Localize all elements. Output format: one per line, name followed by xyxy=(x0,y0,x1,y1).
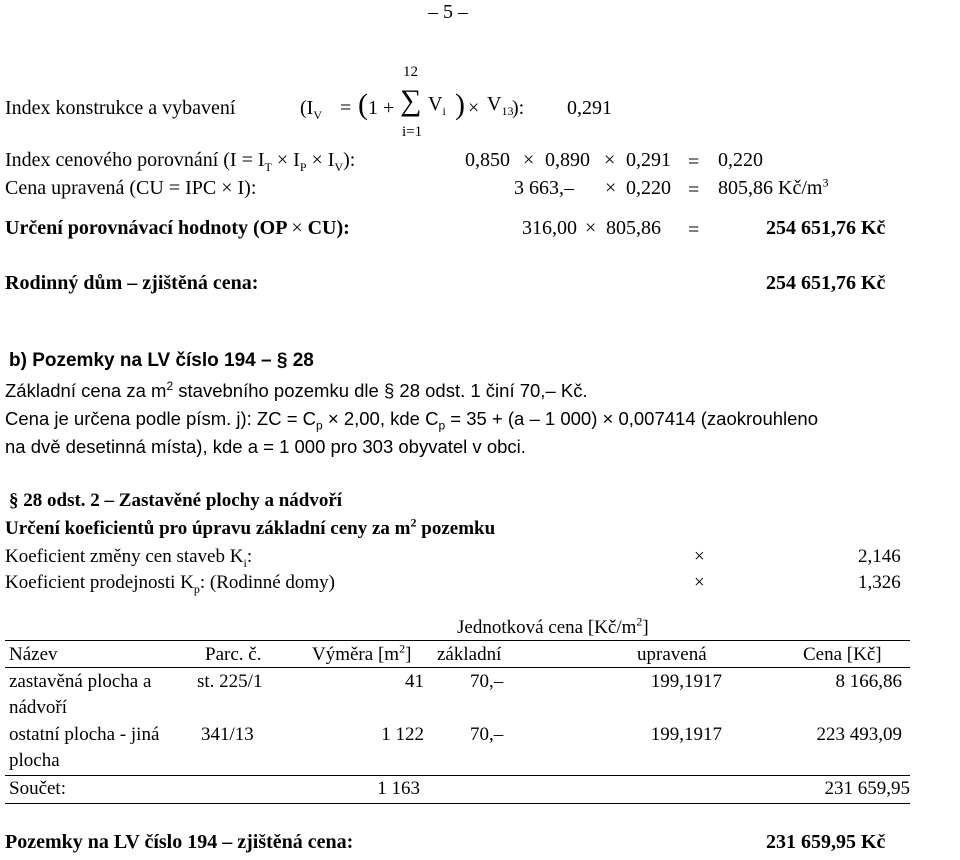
row-base: 70,– xyxy=(470,671,504,692)
times-icon: × xyxy=(694,572,705,593)
times-icon: × xyxy=(585,217,597,239)
row-adjusted: 199,1917 xyxy=(650,724,722,745)
section-b-heading: b) Pozemky na LV číslo 194 – § 28 xyxy=(9,350,314,371)
adjusted-price-label: Cena upravená (CU = IPC × I): xyxy=(5,177,257,199)
table-sum-rule xyxy=(5,775,910,776)
header-area: Výměra $[m^2]$ xyxy=(312,641,412,665)
row-price: 8 166,86 xyxy=(835,671,902,692)
section-28-subheading: Určení koeficientů pro úpravu základní ceny za $m^2$ pozemku xyxy=(5,515,496,539)
formula-open: ($I_V$ xyxy=(300,97,322,122)
row-adjusted: 199,1917 xyxy=(650,671,722,692)
coef2-label: Koeficient prodejnosti $K_p$: (Rodinné domy) xyxy=(5,572,336,596)
row-price: 223 493,09 xyxy=(816,724,902,745)
times-icon: × xyxy=(694,546,705,567)
times-icon: × xyxy=(468,97,480,119)
index-construction-value: 0,291 xyxy=(567,97,612,119)
section-b-line2: Cena je určena podle písm. j): ZC = $C_p \times 2,00$, kde $C_p = 35 + (a - 1$ 000) × 0,007414 (zaokrouhleno xyxy=(5,408,819,433)
row-area: 1 122 xyxy=(381,724,424,745)
section-b-line3: na dvě desetinná místa), kde a = 1 000 pro 303 obyvatel v obci. xyxy=(5,436,526,457)
sum-symbol: ∑ xyxy=(400,84,422,117)
coef2-value: 1,326 xyxy=(858,572,901,593)
coef1-label: Koeficient změny cen staveb $K_i$: xyxy=(5,546,253,570)
house-price-label: Rodinný dům – zjištěná cena: xyxy=(5,272,259,294)
table-bottom-rule xyxy=(5,803,910,804)
comparison-value-f1: 316,00 xyxy=(522,217,577,239)
adjusted-price-result: 805,86 $Kč/m^3$ xyxy=(718,175,829,199)
sum-bottom: i=1 xyxy=(402,124,423,140)
header-base: základní xyxy=(437,644,502,665)
comparison-value-f2: 805,86 xyxy=(606,217,661,239)
sum-area: 1 163 xyxy=(377,778,420,799)
adjusted-price-f2: 0,220 xyxy=(626,177,671,199)
one-plus: 1 + xyxy=(368,97,395,119)
table-header-bottom-rule xyxy=(5,667,910,668)
row-name-cont: plocha xyxy=(9,750,60,771)
coef1-value: 2,146 xyxy=(858,546,901,567)
paren-open: ( xyxy=(358,88,368,121)
comparison-index-result: 0,220 xyxy=(718,149,763,171)
equals-sign: = xyxy=(688,179,700,201)
sum-top: 12 xyxy=(403,64,418,80)
row-parcel: 341/13 xyxy=(201,724,254,745)
section-28-heading: § 28 odst. 2 – Zastavěné plochy a nádvoří xyxy=(9,490,343,511)
row-area: 41 xyxy=(405,671,424,692)
table-group-header: Jednotková cena $[Kč/m^2]$ xyxy=(457,614,649,638)
sum-price: 231 659,95 xyxy=(824,778,910,799)
row-base: 70,– xyxy=(470,724,504,745)
table-header-top-rule xyxy=(5,640,910,641)
comparison-index-label: Index cenového porovnání $(I = I_T \times I_P \times I_V)$: xyxy=(5,149,356,174)
section-b-line1: Základní cena za $m^2$ stavebního pozemku dle § 28 odst. 1 činí 70,– Kč. xyxy=(5,378,588,401)
equals-sign: = xyxy=(688,219,700,241)
formula-eq: = xyxy=(340,97,352,119)
final-value: 231 659,95 Kč xyxy=(766,831,886,853)
house-price-result: 254 651,76 Kč xyxy=(766,272,886,294)
vi: $V_i$ xyxy=(428,93,446,118)
final-label: Pozemky na LV číslo 194 – zjištěná cena: xyxy=(5,831,354,853)
times-icon: × xyxy=(523,149,535,171)
equals-sign: = xyxy=(688,151,700,173)
comparison-index-f2: 0,890 xyxy=(545,149,590,171)
times-icon: × xyxy=(604,149,616,171)
header-price: Cena [Kč] xyxy=(803,644,882,665)
v13: $V_{13}$ xyxy=(487,93,514,118)
comparison-index-f1: 0,850 xyxy=(465,149,510,171)
row-name: ostatní plocha - jiná xyxy=(9,724,160,745)
index-construction-label: Index konstrukce a vybavení xyxy=(5,97,236,119)
paren-close: ) xyxy=(455,88,465,121)
formula-close: ): xyxy=(512,97,525,119)
comparison-value-label: Určení porovnávací hodnoty (OP × CU): xyxy=(5,217,350,239)
header-adjusted: upravená xyxy=(637,644,707,665)
header-parcel: Parc. č. xyxy=(205,644,262,665)
sum-label: Součet: xyxy=(9,778,66,799)
comparison-index-f3: 0,291 xyxy=(626,149,671,171)
row-name: zastavěná plocha a xyxy=(9,671,152,692)
row-parcel: st. 225/1 xyxy=(197,671,263,692)
row-name-cont: nádvoří xyxy=(9,697,68,718)
header-name: Název xyxy=(9,644,58,665)
times-icon: × xyxy=(605,177,617,199)
comparison-value-result: 254 651,76 Kč xyxy=(766,217,886,239)
adjusted-price-f1: 3 663,– xyxy=(514,177,574,199)
page-number: – 5 – xyxy=(428,1,468,23)
